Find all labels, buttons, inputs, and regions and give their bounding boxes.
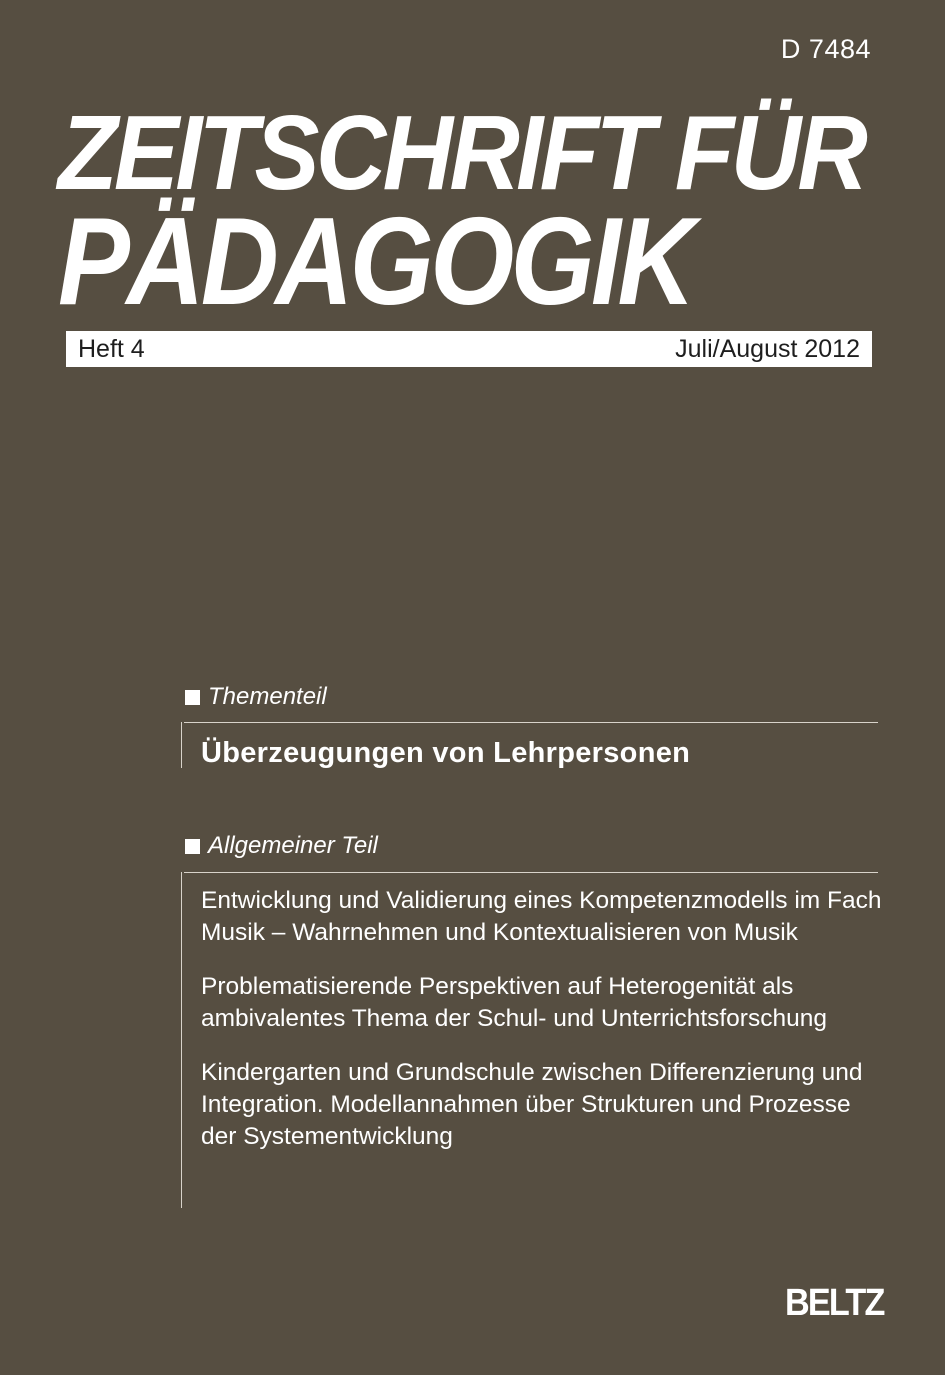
square-bullet-icon (185, 690, 200, 705)
article-title: Kindergarten und Grundschule zwischen Differenzierung und Integration. Modellannahmen über Strukturen und Prozesse der Systementwicklung (201, 1059, 863, 1150)
section-label: Allgemeiner Teil (208, 832, 378, 859)
issue-bar (66, 331, 872, 367)
vertical-rule (181, 872, 182, 1208)
theme-title: Überzeugungen von Lehrpersonen (201, 737, 691, 769)
divider (184, 722, 878, 723)
issue-date: Juli/August 2012 (675, 334, 860, 363)
section-label: Thementeil (208, 683, 327, 710)
journal-title-line-2: PÄDAGOGIK (58, 193, 692, 331)
article-list (201, 885, 891, 1175)
catalog-code: D 7484 (780, 34, 871, 64)
article-title: Problematisierende Perspektiven auf Heterogenität als ambivalentes Thema der Schul- und Unterrichtsforschung (201, 973, 827, 1032)
issue-number: Heft 4 (78, 334, 145, 363)
divider (184, 872, 878, 873)
vertical-rule (181, 722, 182, 768)
section-heading-thementeil (185, 683, 327, 711)
section-heading-allgemeiner-teil (185, 832, 378, 860)
journal-title-line-1: ZEITSCHRIFT FÜR (58, 94, 865, 212)
publisher-logo: BELTZ (785, 1282, 884, 1324)
article-title: Entwicklung und Validierung eines Kompetenzmodells im Fach Musik – Wahrnehmen und Kontextualisieren von Musik (201, 887, 882, 946)
square-bullet-icon (185, 839, 200, 854)
